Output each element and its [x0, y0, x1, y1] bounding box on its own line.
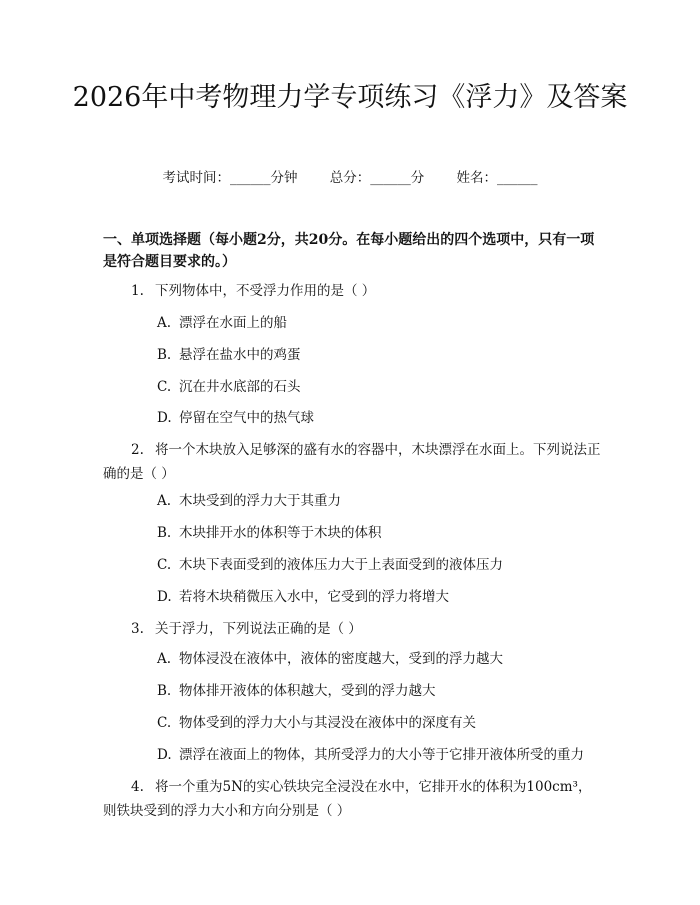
option-text: 物体受到的浮力大小与其浸没在液体中的深度有关 [179, 715, 476, 731]
option [157, 490, 617, 512]
option-text: 木块受到的浮力大于其重力 [179, 493, 341, 509]
option-text: 物体排开液体的体积越大，受到的浮力越大 [179, 683, 436, 699]
question-text: 将一个木块放入足够深的盛有水的容器中，木块漂浮在水面上。下列说法正确的是（ ） [103, 442, 601, 482]
question-text: 将一个重为5N的实心铁块完全浸没在水中，它排开水的体积为100cm³，则铁块受到的浮力大小和方向分别是（ ） [103, 779, 592, 819]
question-3 [103, 617, 603, 641]
option [157, 376, 617, 398]
option-letter: C. [157, 557, 172, 573]
question-number: 1. [131, 283, 144, 299]
option-letter: A. [157, 651, 172, 667]
option-text: 漂浮在液面上的物体，其所受浮力的大小等于它排开液体所受的重力 [179, 747, 584, 763]
option-text: 若将木块稍微压入水中，它受到的浮力将增大 [179, 589, 449, 605]
option [157, 312, 617, 334]
exam-time: 考试时间：______分钟 [162, 170, 298, 186]
option-letter: D. [157, 747, 172, 763]
question-4 [103, 775, 603, 823]
question-text: 下列物体中，不受浮力作用的是（ ） [155, 283, 376, 299]
option [157, 344, 617, 366]
question-number: 3. [131, 621, 144, 637]
option-text: 停留在空气中的热气球 [179, 410, 314, 426]
option-letter: C. [157, 379, 172, 395]
option-text: 悬浮在盐水中的鸡蛋 [179, 347, 301, 363]
option-text: 木块下表面受到的液体压力大于上表面受到的液体压力 [179, 557, 503, 573]
option [157, 586, 617, 608]
option-text: 漂浮在水面上的船 [179, 315, 287, 331]
question-number: 2. [131, 442, 144, 458]
option-text: 沉在井水底部的石头 [179, 379, 301, 395]
option [157, 680, 617, 702]
section-heading: 一、单项选择题（每小题2分，共20分。在每小题给出的四个选项中，只有一项是符合题目要求的。） [103, 232, 595, 270]
option-letter: D. [157, 410, 172, 426]
option-letter: B. [157, 525, 172, 541]
option [157, 407, 617, 429]
student-name: 姓名：______ [456, 170, 538, 186]
exam-score: 总分：______分 [329, 170, 425, 186]
option [157, 554, 617, 576]
option-text: 物体浸没在液体中，液体的密度越大，受到的浮力越大 [179, 651, 503, 667]
option [157, 648, 617, 670]
option-letter: B. [157, 683, 172, 699]
option-text: 木块排开水的体积等于木块的体积 [179, 525, 382, 541]
option [157, 522, 617, 544]
page-title: 2026年中考物理力学专项练习《浮力》及答案 [72, 82, 628, 113]
option [157, 712, 617, 734]
option-letter: C. [157, 715, 172, 731]
question-number: 4. [131, 779, 144, 795]
exam-meta [0, 168, 700, 188]
option-letter: B. [157, 347, 172, 363]
option [157, 744, 617, 766]
option-letter: A. [157, 315, 172, 331]
question-1 [103, 279, 603, 303]
question-2 [103, 438, 603, 486]
question-text: 关于浮力，下列说法正确的是（ ） [155, 621, 362, 637]
option-letter: A. [157, 493, 172, 509]
option-letter: D. [157, 589, 172, 605]
